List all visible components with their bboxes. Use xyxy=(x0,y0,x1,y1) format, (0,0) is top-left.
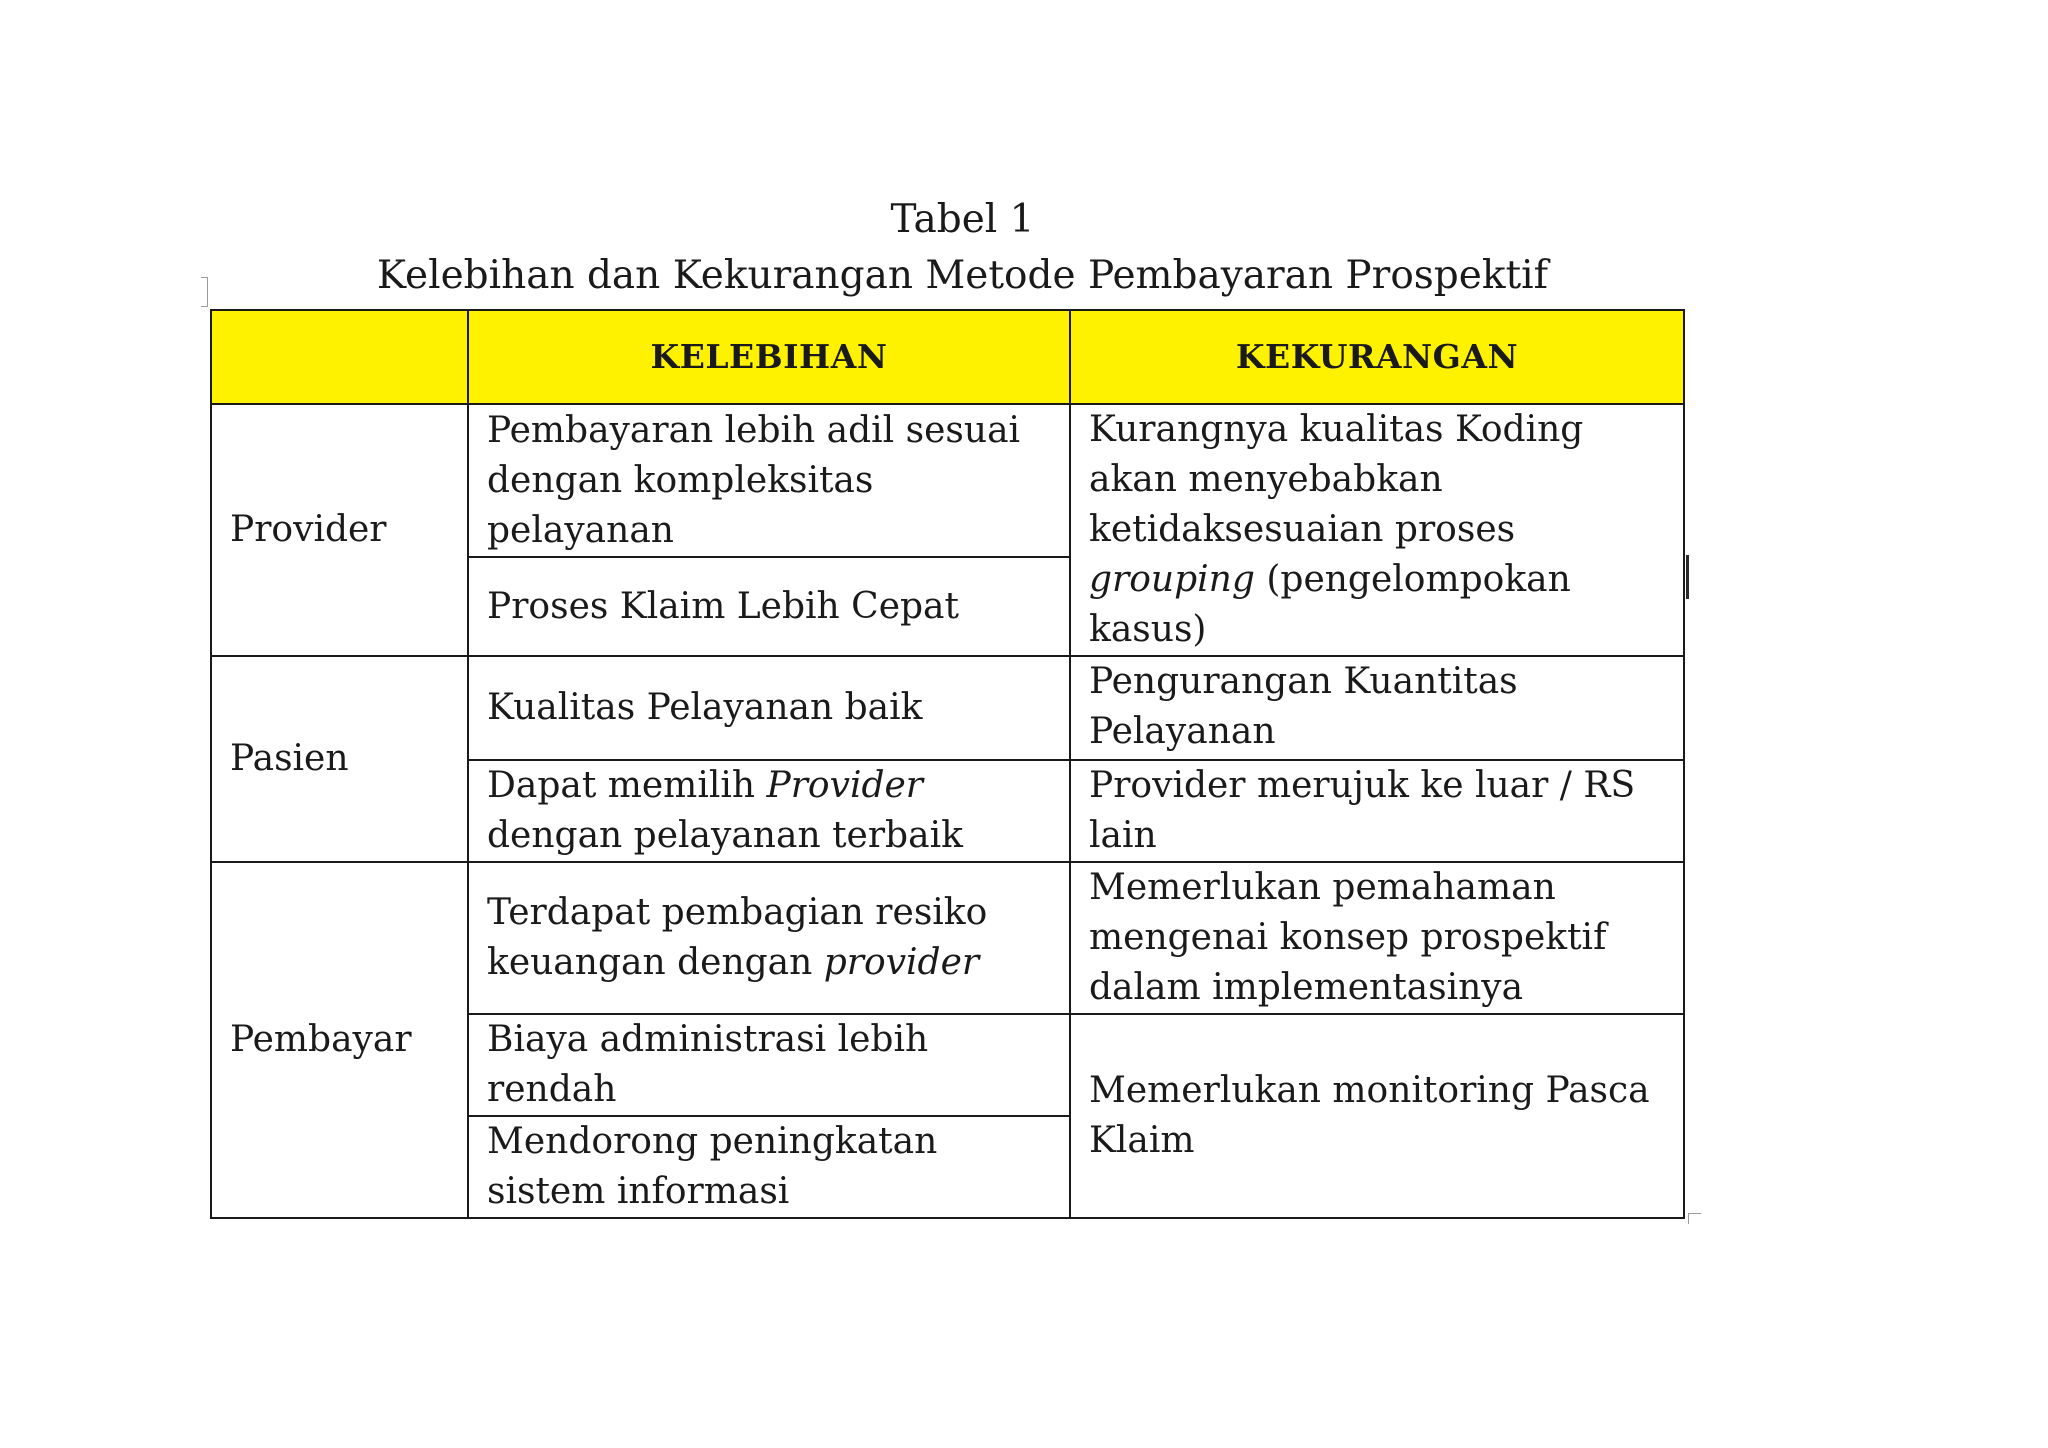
kelebihan-cell: Kualitas Pelayanan baik xyxy=(468,656,1070,760)
kekurangan-cell: Pengurangan Kuantitas Pelayanan xyxy=(1070,656,1684,760)
comparison-table xyxy=(210,309,1685,1219)
table-row xyxy=(211,862,1684,1014)
table-row xyxy=(211,656,1684,760)
header-kelebihan: KELEBIHAN xyxy=(468,310,1070,404)
header-cell-empty xyxy=(211,310,468,404)
text-segment: Terdapat pembagian resiko keuangan dengan xyxy=(487,892,988,983)
text-segment: Dapat memilih xyxy=(487,765,767,806)
kelebihan-cell: Mendorong peningkatan sistem informasi xyxy=(468,1116,1070,1218)
text-cursor xyxy=(1686,555,1689,599)
kekurangan-cell xyxy=(1070,404,1684,656)
group-label-pasien: Pasien xyxy=(211,656,468,862)
kelebihan-cell xyxy=(468,760,1070,862)
kelebihan-cell: Biaya administrasi lebih rendah xyxy=(468,1014,1070,1116)
anchor-mark xyxy=(201,277,208,307)
header-row xyxy=(211,310,1684,404)
text-segment: dengan pelayanan terbaik xyxy=(487,815,963,856)
group-label-pembayar: Pembayar xyxy=(211,862,468,1218)
corner-mark xyxy=(1688,1213,1701,1224)
group-label-provider: Provider xyxy=(211,404,468,656)
italic-term: grouping xyxy=(1089,559,1255,600)
text-segment: (pengelompokan kasus) xyxy=(1089,559,1571,650)
italic-term: provider xyxy=(823,942,980,983)
header-kekurangan: KEKURANGAN xyxy=(1070,310,1684,404)
kelebihan-cell: Pembayaran lebih adil sesuai dengan kompleksitas pelayanan xyxy=(468,404,1070,557)
kelebihan-cell xyxy=(468,862,1070,1014)
table-row xyxy=(211,404,1684,557)
kelebihan-cell: Proses Klaim Lebih Cepat xyxy=(468,557,1070,656)
italic-term: Provider xyxy=(766,765,924,806)
kekurangan-cell: Provider merujuk ke luar / RS lain xyxy=(1070,760,1684,862)
table-number: Tabel 1 xyxy=(890,197,1035,242)
kekurangan-cell: Memerlukan monitoring Pasca Klaim xyxy=(1070,1014,1684,1218)
kekurangan-cell: Memerlukan pemahaman mengenai konsep prospektif dalam implementasinya xyxy=(1070,862,1684,1014)
text-segment: Kurangnya kualitas Koding akan menyebabkan ketidaksesuaian proses xyxy=(1089,409,1584,550)
table-title: Kelebihan dan Kekurangan Metode Pembayaran Prospektif xyxy=(376,253,1549,298)
